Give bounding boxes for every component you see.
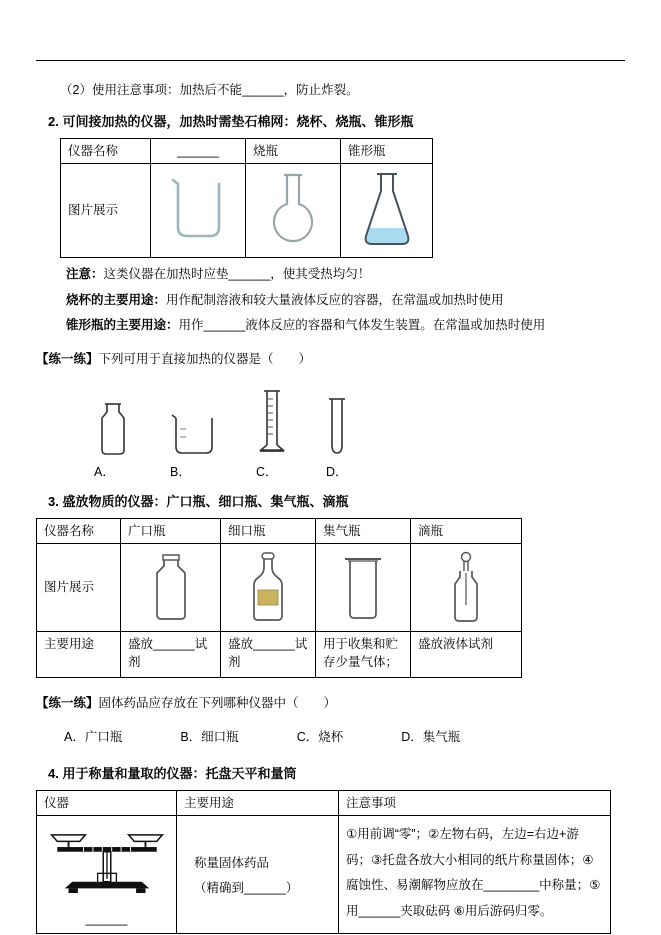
practice-tag: 【练一练】 [36,696,99,710]
practice1-question-line [36,350,625,369]
cell-conical-flask-image [341,163,433,257]
conical-flask-icon [356,234,418,248]
practice2-options [64,727,625,745]
cell-balance-image [37,815,177,933]
cell-balance-usage [177,815,339,933]
figure-d-label: D． [326,464,348,479]
cell-round-flask-image [246,163,341,257]
note-line [66,265,625,284]
cell-instrument-header: 仪器 [37,790,177,815]
beaker-usage-line [66,291,625,310]
figure-a-label: A． [94,464,115,479]
section4-heading: 4. 用于称量和量取的仪器：托盘天平和量筒 [48,765,297,781]
note-label: 注意： [66,266,104,281]
conical-usage-label: 锥形瓶的主要用途： [66,318,179,333]
section2-heading: 2. 可间接加热的仪器，加热时需垫石棉网：烧杯、烧瓶、锥形瓶 [48,113,414,129]
balance-usage-line1: 称量固体药品 [194,856,270,871]
table-row [37,544,522,632]
cell-dropper-bottle-name: 滴瓶 [411,518,522,543]
cell-wide-mouth-name: 广口瓶 [121,518,221,543]
cell-wide-mouth-usage: 盛放______试剂 [121,632,221,678]
cell-gas-bottle-usage: 用于收集和贮存少量气体； [316,632,411,678]
figure-b-label: B． [170,464,191,479]
cell-picture-label: 图片展示 [61,163,151,257]
practice1-figures [94,387,625,480]
balance-usage-line2: （精确到______） [194,881,299,896]
cell-cautions-header: 注意事项 [339,790,611,815]
table-row [61,163,433,257]
cell-narrow-mouth-usage: 盛放______试剂 [221,632,316,678]
table-row [61,138,433,163]
section3-heading: 3. 盛放物质的仪器：广口瓶、细口瓶、集气瓶、滴瓶 [48,493,349,509]
table-row [37,632,522,678]
figure-d [326,395,348,480]
practice2-question: 固体药品应存放在下列哪种仪器中（ ） [98,696,337,710]
cell-usage-header: 主要用途 [177,790,339,815]
storage-instruments-table [36,518,522,678]
beaker-small-icon [170,413,218,457]
header-divider [36,60,625,61]
wide-mouth-bottle-icon [148,606,194,620]
balance-icon [44,820,169,906]
cell-instrument-name-label: 仪器名称 [61,138,151,163]
option-a: A．广口瓶 [64,729,123,744]
beaker-usage-text: 用作配制溶液和较大量液体反应的容器，在常温或加热时使用 [166,292,504,307]
balance-name-blank: ______ [85,912,128,927]
note-text: 这类仪器在加热时应垫______，使其受热均匀！ [103,266,371,281]
test-tube-icon [326,395,348,457]
cell-picture-label: 图片展示 [37,544,121,632]
page-content [36,0,625,934]
beaker-icon [170,225,226,239]
cell-beaker-image [151,163,246,257]
gas-collecting-bottle-icon [340,605,386,619]
cell-balance-cautions: ①用前调“零”；②左物右码，左边=右边+游码；③托盘各放大小相同的纸片称量固体；④腐蚀性、易潮解物应放在________中称量；⑤用______夹取砝码 ⑥用后游码归零。 [339,815,611,933]
table-row [37,790,611,815]
heatable-instruments-table [60,138,433,258]
option-c: C．烧杯 [296,729,344,744]
cell-narrow-mouth-image [221,544,316,632]
practice2-question-line [36,694,625,713]
cell-dropper-bottle-image [411,544,522,632]
beaker-usage-label: 烧杯的主要用途： [66,292,167,307]
cell-narrow-mouth-name: 细口瓶 [221,518,316,543]
option-b: B．细口瓶 [180,729,239,744]
cell-conical-name: 锥形瓶 [341,138,433,163]
dropper-bottle-icon [444,608,488,622]
cell-flask-name: 烧瓶 [246,138,341,163]
cell-gas-bottle-name: 集气瓶 [316,518,411,543]
reagent-bottle-icon [94,401,132,457]
round-flask-icon [270,232,316,246]
table-row [37,518,522,543]
cell-dropper-bottle-usage: 盛放液体试剂 [411,632,522,678]
cell-instrument-name-label: 仪器名称 [37,518,121,543]
practice1-question: 下列可用于直接加热的仪器是（ ） [98,352,312,367]
figure-b [170,413,218,480]
figure-a [94,401,132,480]
cell-usage-label: 主要用途 [37,632,121,678]
cell-wide-mouth-image [121,544,221,632]
conical-usage-line [66,316,625,335]
option-d: D．集气瓶 [401,729,461,744]
figure-c [256,387,288,480]
practice-tag: 【练一练】 [36,352,99,367]
weighing-instruments-table [36,790,611,934]
table-row [37,815,611,933]
narrow-mouth-bottle-icon [245,607,291,621]
cell-gas-bottle-image [316,544,411,632]
conical-usage-text: 用作______液体反应的容器和气体发生装置。在常温或加热时使用 [178,318,546,333]
usage-note-line: （2）使用注意事项：加热后不能______，防止炸裂。 [60,83,359,97]
graduated-cylinder-icon [256,387,288,457]
figure-c-label: C． [256,464,278,479]
cell-blank-name: ______ [151,138,246,163]
